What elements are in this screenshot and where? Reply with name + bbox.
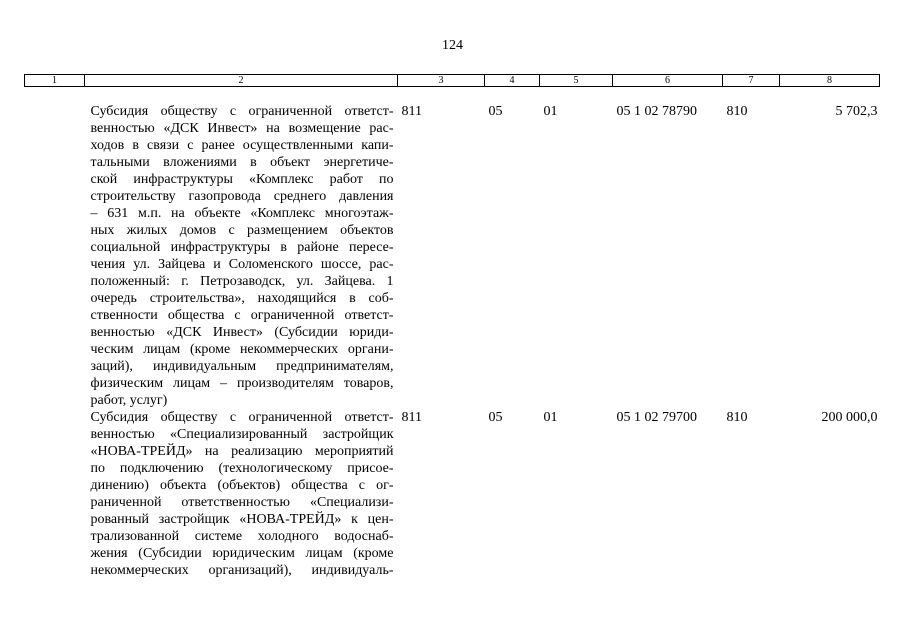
table-header xyxy=(25,75,880,87)
description-line: жения (Субсидии юридическим лицам (кроме xyxy=(90,546,394,561)
row-col6: 05 1 02 78790 xyxy=(616,104,697,119)
description-line: положенный: г. Петрозаводск, ул. Зайцева. 1 xyxy=(90,274,394,289)
row-col6: 05 1 02 79700 xyxy=(616,410,697,425)
description-line: социальной инфраструктуры в районе пересе- xyxy=(90,240,394,255)
header-col-8: 8 xyxy=(780,75,880,87)
row-col5: 01 xyxy=(543,104,558,119)
table-row xyxy=(25,87,880,410)
description-line: по подключению (технологическому присое- xyxy=(90,461,394,476)
description-line: венностью «ДСК Инвест» (Субсидии юриди- xyxy=(90,325,394,340)
row-description xyxy=(85,409,398,579)
description-line: – 631 м.п. на объекте «Комплекс многоэтаж- xyxy=(90,206,394,221)
row-col1 xyxy=(25,87,85,410)
description-line: ской инфраструктуры «Комплекс работ по xyxy=(90,172,394,187)
row-col1 xyxy=(25,409,85,579)
header-col-3: 3 xyxy=(398,75,485,87)
description-line: Субсидия обществу с ограниченной ответст- xyxy=(90,410,394,425)
table-body xyxy=(25,87,880,580)
row-col7: 810 xyxy=(726,410,748,425)
description-line: ственности общества с ограниченной ответст- xyxy=(90,308,394,323)
description-line: строительству газопровода среднего давления xyxy=(90,189,394,204)
description-line: динению) объекта (объектов) общества с ог- xyxy=(90,478,394,493)
description-line: тальными вложениями в объект энергетиче- xyxy=(90,155,394,170)
row-col8: 5 702,3 xyxy=(835,104,878,119)
description-line: венностью «ДСК Инвест» на возмещение рас- xyxy=(90,121,394,136)
description-line: работ, услуг) xyxy=(90,393,168,408)
row-col8: 200 000,0 xyxy=(821,410,878,425)
description-line: рованный застройщик «НОВА-ТРЕЙД» к цен- xyxy=(90,512,394,527)
description-line: чения ул. Зайцева и Соломенского шоссе, рас- xyxy=(90,257,394,272)
header-row xyxy=(25,75,880,87)
description-line: «НОВА-ТРЕЙД» на реализацию мероприятий xyxy=(90,444,394,459)
table-row xyxy=(25,409,880,579)
row-col3: 811 xyxy=(401,104,422,119)
header-col-7: 7 xyxy=(723,75,780,87)
header-col-4: 4 xyxy=(485,75,540,87)
description-line: заций), индивидуальным предпринимателям, xyxy=(90,359,394,374)
description-line: трализованной системе холодного водоснаб- xyxy=(90,529,394,544)
description-line: некоммерческих организаций), индивидуаль- xyxy=(90,563,394,578)
header-col-5: 5 xyxy=(540,75,613,87)
page-number: 124 xyxy=(442,38,463,53)
row-description xyxy=(85,87,398,410)
description-line: ных жилых домов с размещением объектов xyxy=(90,223,394,238)
row-col4: 05 xyxy=(488,410,503,425)
header-col-2: 2 xyxy=(85,75,398,87)
header-col-6: 6 xyxy=(613,75,723,87)
description-line: Субсидия обществу с ограниченной ответст- xyxy=(90,104,394,119)
row-col5: 01 xyxy=(543,410,558,425)
description-line: физическим лицам – производителям товаров, xyxy=(90,376,394,391)
header-col-1: 1 xyxy=(25,75,85,87)
row-col7: 810 xyxy=(726,104,748,119)
row-col4: 05 xyxy=(488,104,503,119)
description-line: ческим лицам (кроме некоммерческих органи- xyxy=(90,342,394,357)
description-line: венностью «Специализированный застройщик xyxy=(90,427,394,442)
description-line: раниченной ответственностью «Специализи- xyxy=(90,495,394,510)
description-line: очередь строительства», находящийся в соб- xyxy=(90,291,394,306)
budget-table xyxy=(24,74,880,579)
row-col3: 811 xyxy=(401,410,422,425)
description-line: ходов в связи с ранее осуществленными капи- xyxy=(90,138,394,153)
